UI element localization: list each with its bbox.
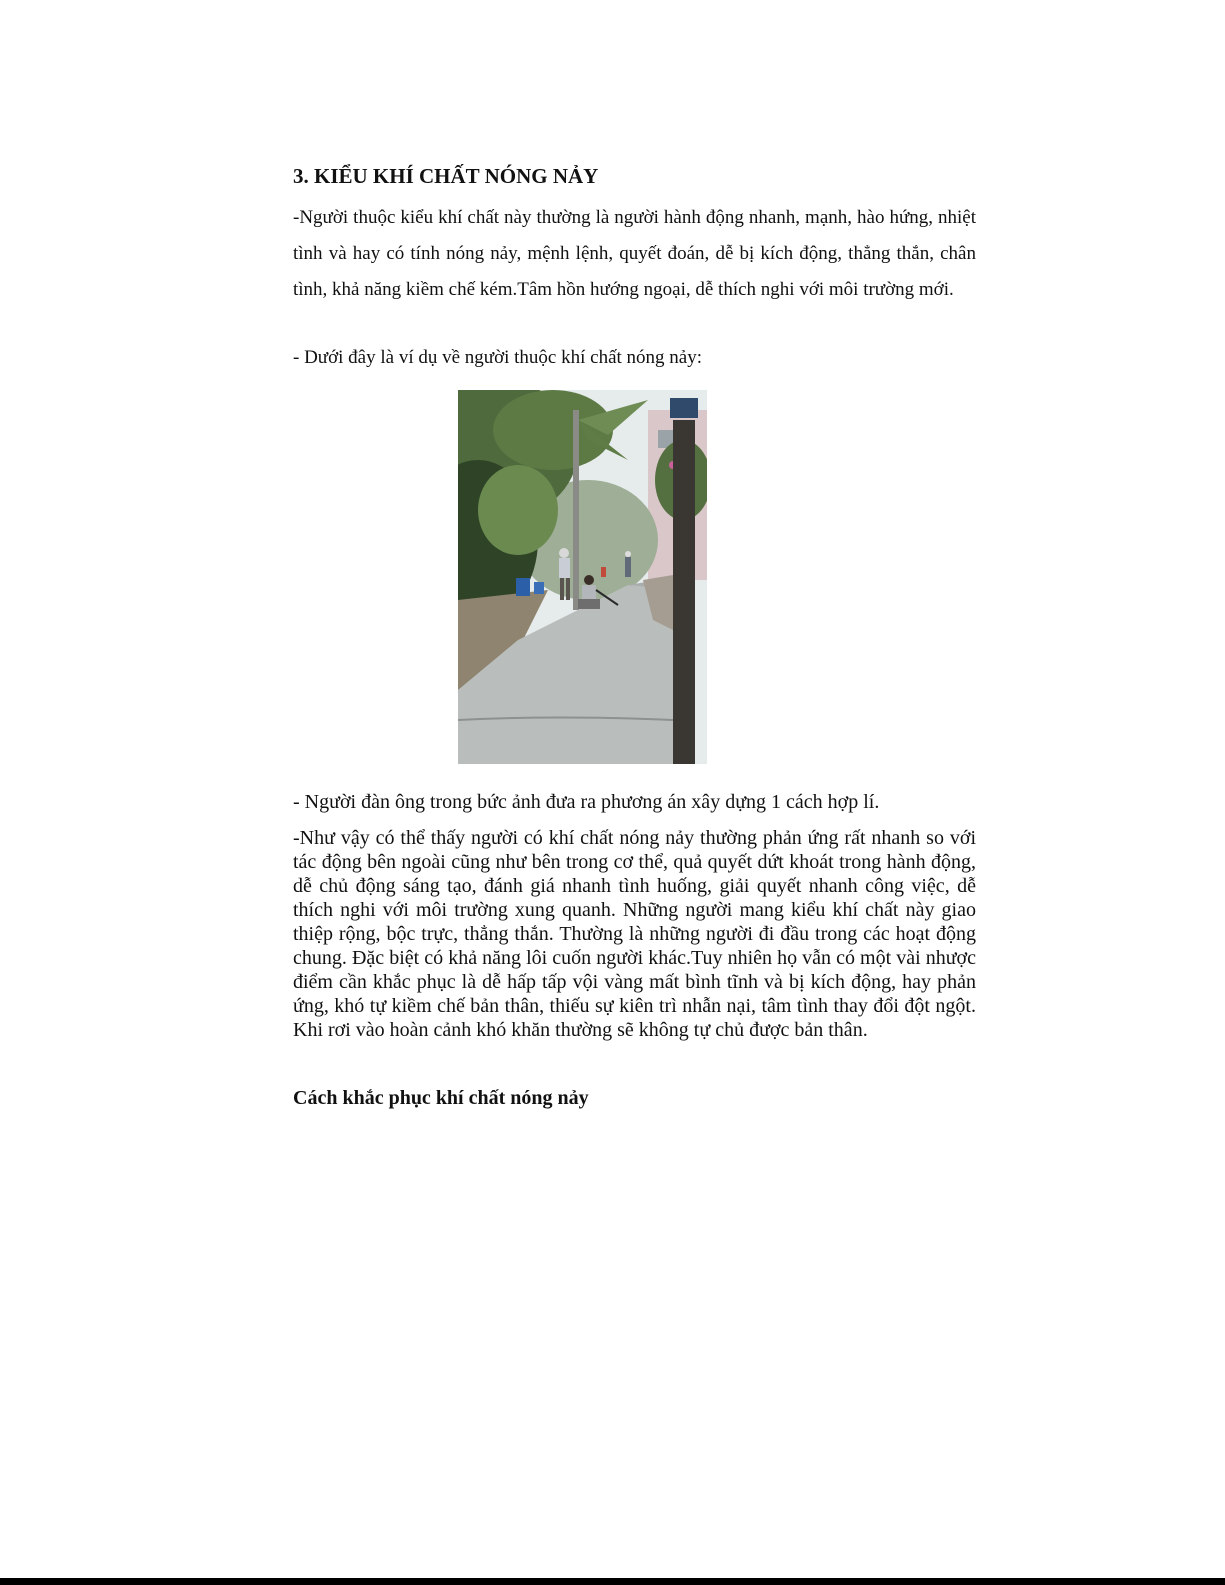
section-heading: 3. KIỂU KHÍ CHẤT NÓNG NẢY [293, 164, 599, 188]
page-bottom-border [0, 1578, 1225, 1585]
photo-caption: - Người đàn ông trong bức ảnh đưa ra phương án xây dựng 1 cách hợp lí. [293, 791, 880, 813]
paragraph-example-intro: - Dưới đây là ví dụ về người thuộc khí chất nóng nảy: [293, 347, 703, 368]
subsection-heading: Cách khắc phục khí chất nóng nảy [293, 1087, 589, 1109]
paragraph-analysis: -Như vậy có thể thấy người có khí chất nóng nảy thường phản ứng rất nhanh so với tác động bên ngoài cũng như bên trong cơ thể, quả quyết dứt khoát trong hành động, dễ chủ động sáng tạo, đánh giá nhanh tình huống, giải quyết nhanh công việc, dễ thích nghi với môi trường xung quanh. Những người mang kiểu khí chất này giao thiệp rộng, bộc trực, thẳng thắn. Thường là những người đi đầu trong các hoạt động chung. Đặc biệt có khả năng lôi cuốn người khác.Tuy nhiên họ vẫn có một vài nhược điểm cần khắc phục là dễ hấp tấp vội vàng mất bình tĩnh và bị kích động, hay phản ứng, khó tự kiềm chế bản thân, thiếu sự kiên trì nhẫn nại, tâm tình thay đổi đột ngột. Khi rơi vào hoàn cảnh khó khăn thường sẽ không tự chủ được bản thân. [293, 827, 976, 1041]
street-workers-photo [458, 390, 707, 764]
paragraph-description: -Người thuộc kiểu khí chất này thường là người hành động nhanh, mạnh, hào hứng, nhiệt tình và hay có tính nóng nảy, mệnh lệnh, quyết đoán, dễ bị kích động, thẳng thắn, chân tình, khả năng kiềm chế kém.Tâm hồn hướng ngoại, dễ thích nghi với môi trường mới. [293, 207, 976, 300]
